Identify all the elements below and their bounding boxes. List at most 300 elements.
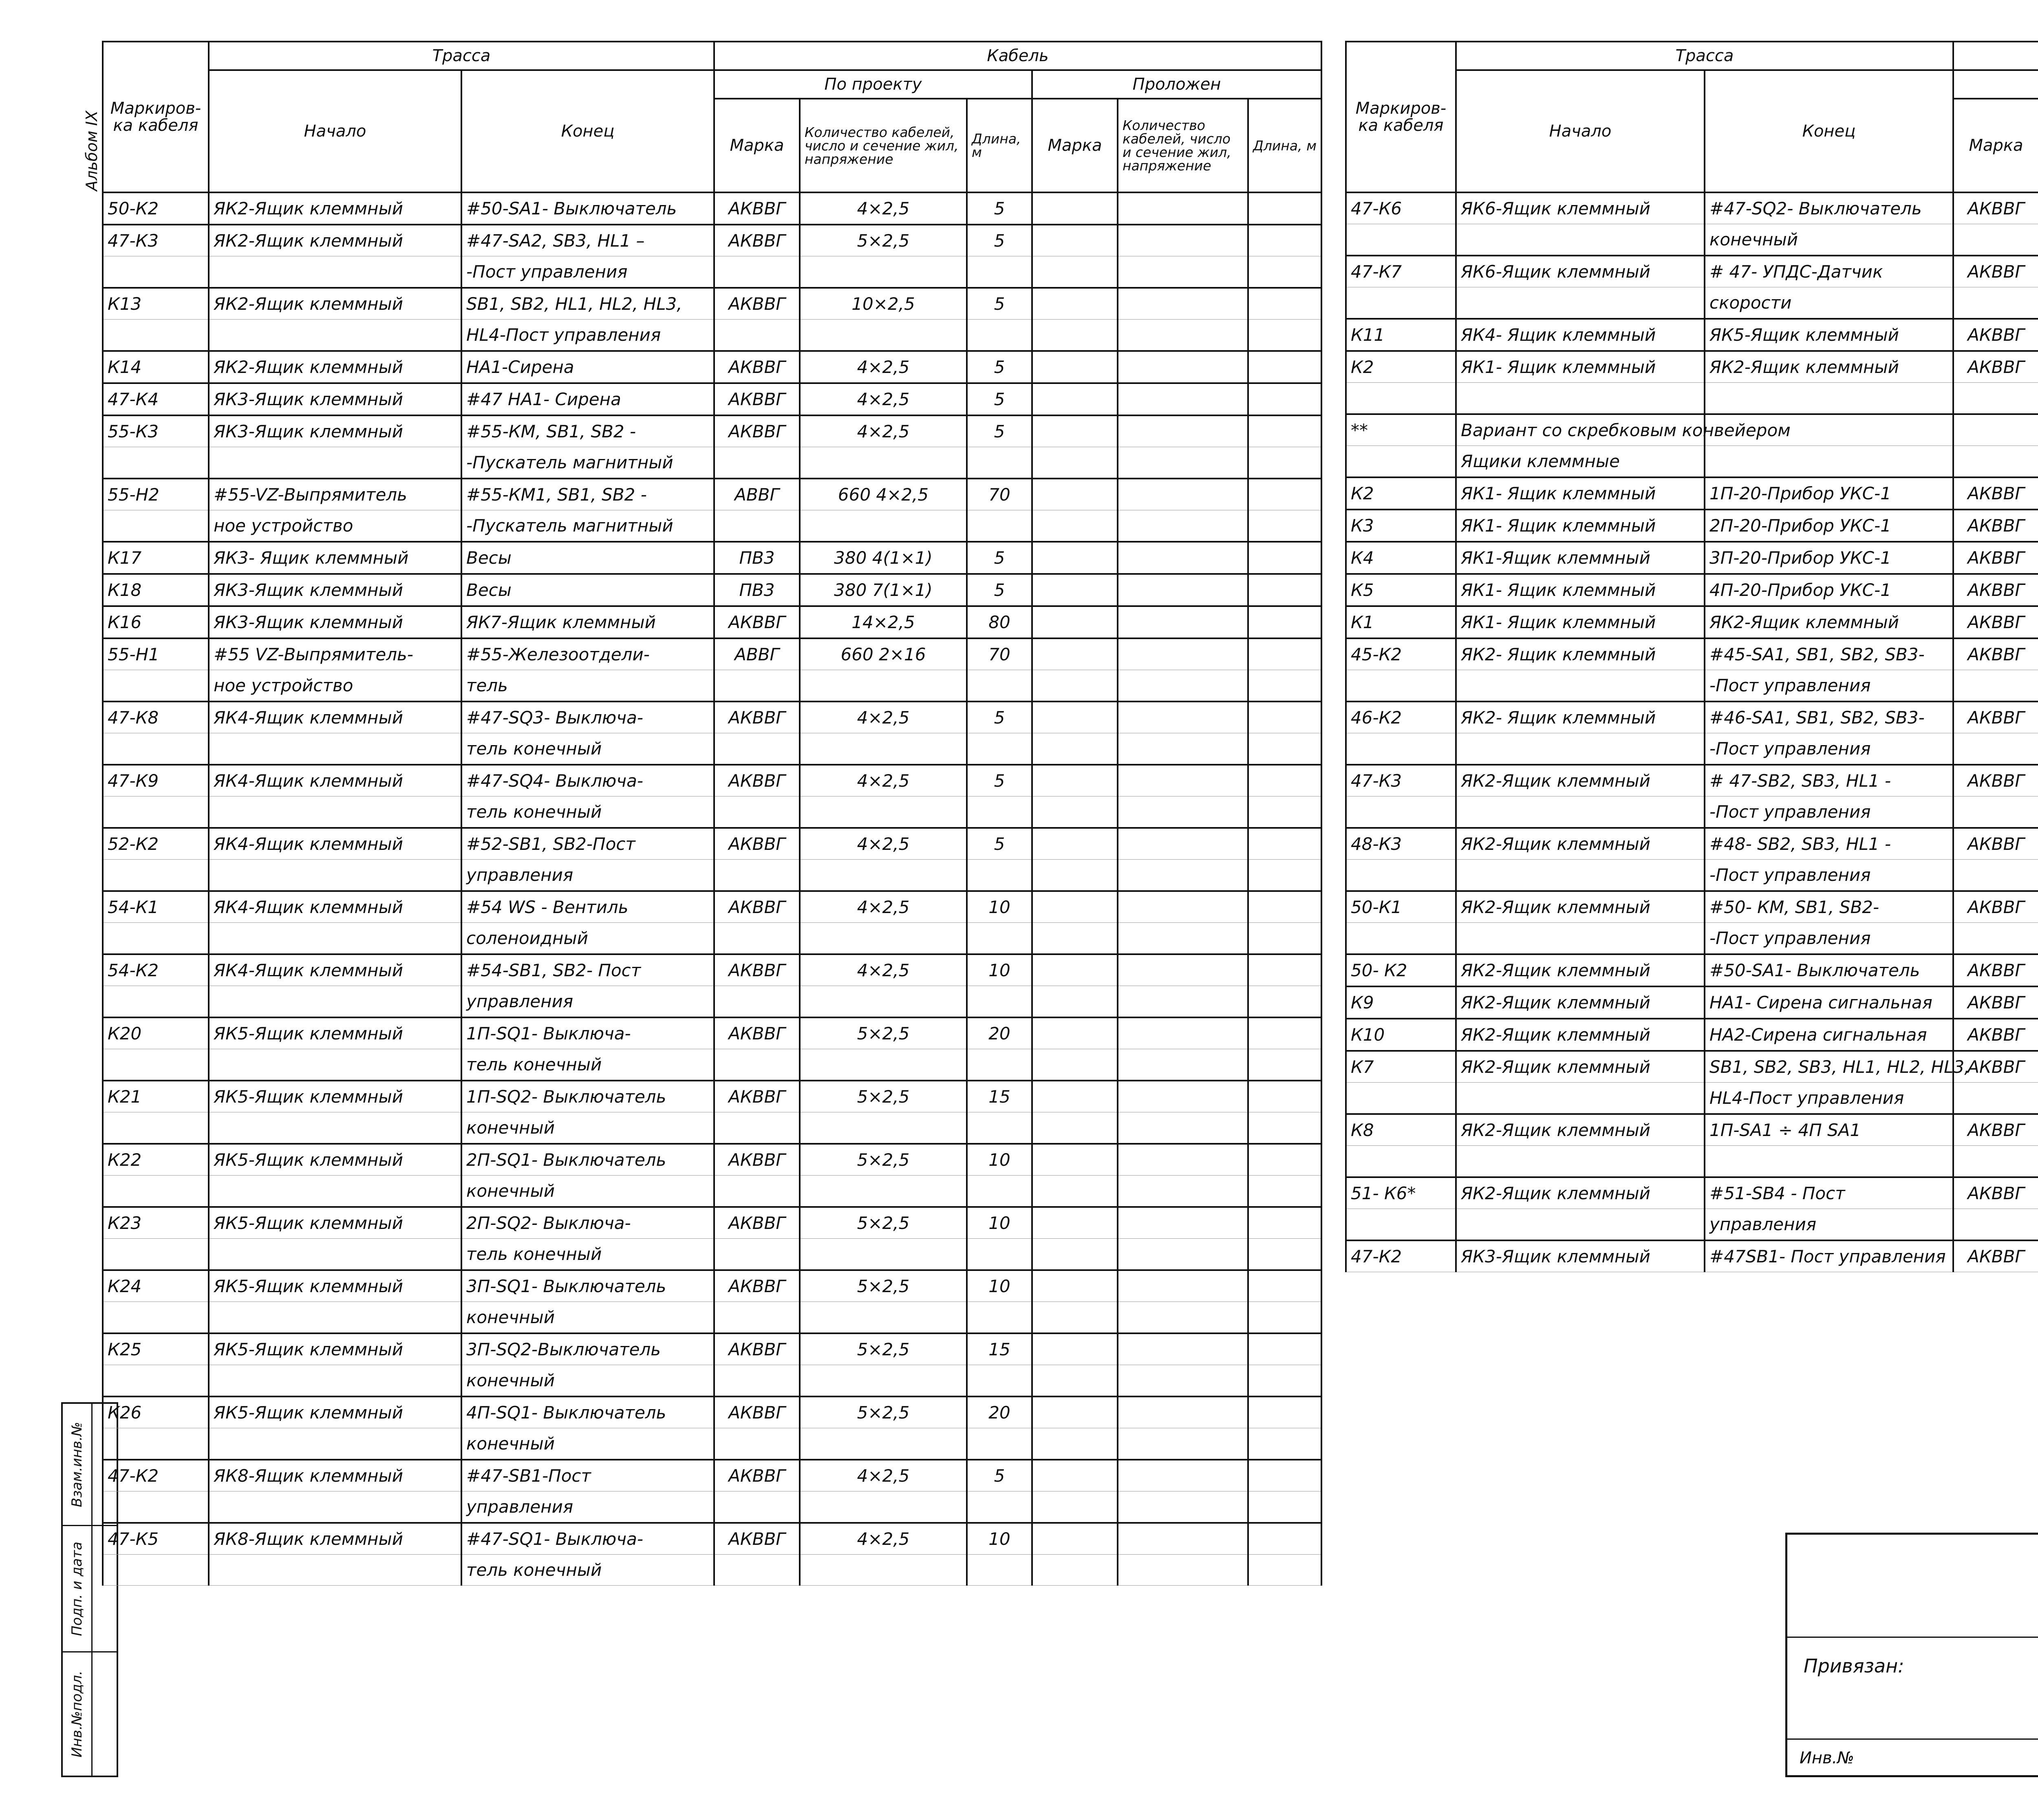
- inventory-label-replacement: Взам.инв.№: [69, 1421, 85, 1507]
- cell-laid-empty: [1248, 891, 1321, 923]
- cell-laid-empty: [1032, 320, 1118, 351]
- cell-section: [800, 923, 967, 955]
- cell-end: #47-SQ4- Выключа-: [461, 765, 714, 796]
- table-row: [103, 828, 1321, 860]
- table-row: [103, 1239, 1321, 1271]
- cell-end: 1П-SQ2- Выключатель: [461, 1081, 714, 1112]
- cell-start: [1456, 1209, 1705, 1241]
- cell-laid-empty: [1118, 986, 1248, 1018]
- cell-end: HA2-Сирена сигнальная: [1705, 1019, 1953, 1051]
- cell-marka: [1953, 446, 2038, 478]
- cell-laid-empty: [1032, 1081, 1118, 1112]
- cell-end: управления: [461, 986, 714, 1018]
- cell-length: 10: [967, 1270, 1032, 1302]
- cell-end: 1П-20-Прибор УКС-1: [1705, 477, 1953, 510]
- cell-marking: 55-Н1: [103, 638, 209, 670]
- table-row: [1346, 670, 2038, 702]
- cell-end: 1П-SQ1- Выключа-: [461, 1017, 714, 1049]
- cell-length: 5: [967, 1460, 1032, 1491]
- cell-laid-empty: [1032, 1302, 1118, 1334]
- cell-end: HL4-Пост управления: [1705, 1083, 1953, 1114]
- cell-laid-empty: [1248, 574, 1321, 606]
- cell-laid-empty: [1248, 638, 1321, 670]
- cell-marka: [714, 796, 800, 828]
- cell-marka: [714, 1176, 800, 1207]
- table-row: [103, 1017, 1321, 1049]
- table-row: [103, 1270, 1321, 1302]
- cell-laid-empty: [1248, 542, 1321, 574]
- cell-start: ЯК4-Ящик клеммный: [209, 765, 461, 796]
- cell-section: 660 2×16: [800, 638, 967, 670]
- table-row: [1346, 1240, 2038, 1272]
- cell-start: [1456, 1146, 1705, 1178]
- table-row: [103, 670, 1321, 702]
- cell-marka: АКВВГ: [714, 702, 800, 733]
- cell-section: 4×2,5: [800, 828, 967, 860]
- cell-marking: 54-К2: [103, 954, 209, 986]
- table-row: [103, 891, 1321, 923]
- cell-section: [800, 447, 967, 479]
- cell-start: [209, 256, 461, 288]
- cell-marka: [1953, 383, 2038, 415]
- cell-laid-empty: [1118, 1239, 1248, 1271]
- cell-laid-empty: [1118, 1428, 1248, 1460]
- table-row: [1346, 765, 2038, 796]
- cell-laid-empty: [1248, 986, 1321, 1018]
- cell-marking: К3: [1346, 510, 1456, 542]
- cell-end: #47-SQ1- Выключа-: [461, 1523, 714, 1555]
- cell-start: Ящики клеммные: [1456, 446, 1705, 478]
- cell-start: ЯК5-Ящик клеммный: [209, 1270, 461, 1302]
- cell-laid-empty: [1248, 320, 1321, 351]
- cell-length: [967, 320, 1032, 351]
- cell-marka: АКВВГ: [714, 954, 800, 986]
- cell-marka: АКВВГ: [1953, 638, 2038, 670]
- cell-laid-empty: [1118, 1112, 1248, 1144]
- cell-section: [800, 510, 967, 542]
- cell-length: 5: [967, 225, 1032, 256]
- cell-marking: 55-К3: [103, 415, 209, 447]
- cell-start: ЯК1- Ящик клеммный: [1456, 477, 1705, 510]
- cell-laid-empty: [1032, 1365, 1118, 1397]
- cell-laid-empty: [1032, 606, 1118, 638]
- cell-laid-empty: [1032, 1460, 1118, 1491]
- cell-start: ЯК4-Ящик клеммный: [209, 891, 461, 923]
- cell-length: 5: [967, 702, 1032, 733]
- table-row: [1346, 986, 2038, 1019]
- header-nachalo-r: Начало: [1456, 70, 1705, 192]
- cell-laid-empty: [1032, 986, 1118, 1018]
- cell-section: [800, 320, 967, 351]
- cell-marking: [103, 1239, 209, 1271]
- table-row: [103, 351, 1321, 383]
- cell-laid-empty: [1032, 828, 1118, 860]
- cell-marking: [103, 447, 209, 479]
- cell-marking: К14: [103, 351, 209, 383]
- cell-section: [800, 670, 967, 702]
- cell-laid-empty: [1248, 1523, 1321, 1555]
- cell-laid-empty: [1118, 1017, 1248, 1049]
- cell-laid-empty: [1118, 1270, 1248, 1302]
- cell-laid-empty: [1118, 1491, 1248, 1523]
- cell-laid-empty: [1032, 1428, 1118, 1460]
- cell-start: Вариант со скребковым конвейером: [1456, 414, 1705, 446]
- header-marking: Маркиров-ка кабеля: [103, 42, 209, 192]
- cell-start: ЯК2-Ящик клеммный: [209, 288, 461, 320]
- cell-section: [800, 796, 967, 828]
- cell-marking: 47-К3: [103, 225, 209, 256]
- cell-end: -Пускатель магнитный: [461, 447, 714, 479]
- cell-end: тель конечный: [461, 733, 714, 765]
- cell-section: [800, 1555, 967, 1586]
- cell-marking: 47-К9: [103, 765, 209, 796]
- cell-marka: АКВВГ: [714, 351, 800, 383]
- cell-end: -Пост управления: [1705, 733, 1953, 765]
- table-row: [103, 1081, 1321, 1112]
- table-row: [1346, 1146, 2038, 1178]
- cell-end: -Пост управления: [1705, 860, 1953, 891]
- cell-marka: [714, 256, 800, 288]
- cell-end: #48- SB2, SB3, HL1 -: [1705, 828, 1953, 860]
- cell-start: [209, 320, 461, 351]
- cell-end: управления: [1705, 1209, 1953, 1241]
- cell-laid-empty: [1118, 1176, 1248, 1207]
- cell-section: 4×2,5: [800, 192, 967, 225]
- cell-marking: 47-К3: [1346, 765, 1456, 796]
- cell-laid-empty: [1118, 1049, 1248, 1081]
- cell-marka: [714, 1428, 800, 1460]
- cell-marka: [1953, 1146, 2038, 1178]
- cell-marking: [103, 1112, 209, 1144]
- cell-end: ЯК2-Ящик клеммный: [1705, 351, 1953, 383]
- cell-end: 3П-20-Прибор УКС-1: [1705, 542, 1953, 574]
- cell-end: [1705, 446, 1953, 478]
- table-row: [1346, 923, 2038, 955]
- cell-marka: АКВВГ: [714, 415, 800, 447]
- cell-marking: [1346, 1083, 1456, 1114]
- cell-marking: 55-Н2: [103, 479, 209, 510]
- cell-marking: [103, 320, 209, 351]
- cell-section: 660 4×2,5: [800, 479, 967, 510]
- cell-length: [967, 860, 1032, 891]
- cell-section: 5×2,5: [800, 1270, 967, 1302]
- cable-journal-right-table: [1345, 41, 2038, 1272]
- cell-length: 10: [967, 1523, 1032, 1555]
- header-length: Длина, м: [967, 99, 1032, 192]
- cell-start: [209, 860, 461, 891]
- cell-marka: АКВВГ: [1953, 891, 2038, 923]
- cell-laid-empty: [1248, 1049, 1321, 1081]
- cell-marka: АКВВГ: [1953, 319, 2038, 351]
- table-row: [103, 447, 1321, 479]
- table-row: [103, 1112, 1321, 1144]
- table-row: [103, 1365, 1321, 1397]
- table-row: [1346, 351, 2038, 383]
- cell-laid-empty: [1032, 1555, 1118, 1586]
- cell-end: -Пост управления: [1705, 923, 1953, 955]
- cell-section: 4×2,5: [800, 351, 967, 383]
- cell-start: [1456, 383, 1705, 415]
- cell-start: [1456, 796, 1705, 828]
- cell-start: ное устройство: [209, 670, 461, 702]
- cell-start: ЯК4-Ящик клеммный: [209, 702, 461, 733]
- cell-section: [800, 860, 967, 891]
- cell-marka: [1953, 923, 2038, 955]
- cell-marka: [1953, 414, 2038, 446]
- cell-marking: К5: [1346, 574, 1456, 606]
- cell-section: [800, 1491, 967, 1523]
- cell-marking: К18: [103, 574, 209, 606]
- cell-laid-empty: [1118, 733, 1248, 765]
- cell-marka: [714, 1239, 800, 1271]
- album-label: [82, 98, 102, 204]
- table-row: [1346, 1177, 2038, 1209]
- cell-marking: 46-К2: [1346, 702, 1456, 733]
- cell-laid-empty: [1032, 954, 1118, 986]
- table-row: [1346, 383, 2038, 415]
- cell-length: [967, 1112, 1032, 1144]
- table-row: [103, 860, 1321, 891]
- cell-marka: [714, 670, 800, 702]
- cell-marka: [1953, 224, 2038, 256]
- cell-laid-empty: [1032, 351, 1118, 383]
- cell-marka: [1953, 796, 2038, 828]
- cell-laid-empty: [1118, 1523, 1248, 1555]
- cell-start: ЯК2-Ящик клеммный: [209, 351, 461, 383]
- cell-start: #55 VZ-Выпрямитель-: [209, 638, 461, 670]
- cell-laid-empty: [1032, 733, 1118, 765]
- cell-laid-empty: [1248, 1460, 1321, 1491]
- cell-marka: АКВВГ: [714, 1207, 800, 1239]
- cell-start: ЯК2- Ящик клеммный: [1456, 702, 1705, 733]
- cell-laid-empty: [1248, 1239, 1321, 1271]
- cell-end: #47SB1- Пост управления: [1705, 1240, 1953, 1272]
- cell-laid-empty: [1032, 1270, 1118, 1302]
- cell-marka: АКВВГ: [1953, 1240, 2038, 1272]
- cell-marka: АКВВГ: [714, 192, 800, 225]
- cell-laid-empty: [1118, 256, 1248, 288]
- cell-end: 2П-SQ1- Выключатель: [461, 1144, 714, 1176]
- cell-end: #47-SA2, SB3, HL1 –: [461, 225, 714, 256]
- cell-laid-empty: [1032, 1239, 1118, 1271]
- cell-marking: 47-К7: [1346, 256, 1456, 287]
- cell-length: 70: [967, 479, 1032, 510]
- cell-start: [209, 1239, 461, 1271]
- cell-marking: [103, 986, 209, 1018]
- cell-end: # 47- УПДС-Датчик: [1705, 256, 1953, 287]
- cell-length: [967, 256, 1032, 288]
- table-row: [1346, 510, 2038, 542]
- cell-start: ЯК6-Ящик клеммный: [1456, 192, 1705, 224]
- cell-length: 5: [967, 288, 1032, 320]
- cell-laid-empty: [1032, 1017, 1118, 1049]
- cell-section: [800, 1049, 967, 1081]
- table-row: [1346, 542, 2038, 574]
- table-row: [1346, 860, 2038, 891]
- header-count-section-laid: Количество кабелей, число и сечение жил, напряжение: [1118, 99, 1248, 192]
- cell-start: ЯК2-Ящик клеммный: [1456, 1019, 1705, 1051]
- cell-length: 5: [967, 574, 1032, 606]
- cell-section: 5×2,5: [800, 225, 967, 256]
- cell-marka: АКВВГ: [714, 1144, 800, 1176]
- cell-end: конечный: [461, 1365, 714, 1397]
- cell-marka: [1953, 1083, 2038, 1114]
- privyazan-label: Привязан:: [1804, 1655, 1904, 1677]
- cell-marka: [1953, 670, 2038, 702]
- cell-laid-empty: [1032, 1176, 1118, 1207]
- table-row: [103, 796, 1321, 828]
- cell-laid-empty: [1118, 574, 1248, 606]
- table-row: [103, 1049, 1321, 1081]
- table-row: [103, 733, 1321, 765]
- table-row: [103, 1302, 1321, 1334]
- cell-length: 10: [967, 954, 1032, 986]
- table-row: [103, 954, 1321, 986]
- cell-laid-empty: [1032, 670, 1118, 702]
- cell-end: тель конечный: [461, 1555, 714, 1586]
- cell-laid-empty: [1248, 1365, 1321, 1397]
- cell-end: #47-SQ2- Выключатель: [1705, 192, 1953, 224]
- cell-marka: [714, 733, 800, 765]
- cell-laid-empty: [1118, 670, 1248, 702]
- cell-start: [209, 1365, 461, 1397]
- cell-marka: АКВВГ: [1953, 477, 2038, 510]
- cell-laid-empty: [1118, 542, 1248, 574]
- cell-length: 20: [967, 1017, 1032, 1049]
- cell-laid-empty: [1118, 1396, 1248, 1428]
- cell-start: [209, 986, 461, 1018]
- cell-end: #50-SA1- Выключатель: [1705, 954, 1953, 986]
- cell-section: 4×2,5: [800, 1523, 967, 1555]
- header-count-section: Количество кабелей, число и сечение жил, напряжение: [800, 99, 967, 192]
- cell-marking: 51- К6*: [1346, 1177, 1456, 1209]
- cell-marking: 47-К8: [103, 702, 209, 733]
- table-row: [1346, 954, 2038, 986]
- cell-laid-empty: [1248, 765, 1321, 796]
- cell-end: тель: [461, 670, 714, 702]
- header-prolozhen: Проложен: [1032, 70, 1321, 99]
- cell-start: ЯК1- Ящик клеммный: [1456, 351, 1705, 383]
- cell-marka: АКВВГ: [714, 1017, 800, 1049]
- cell-marka: [714, 986, 800, 1018]
- cell-marking: 50-К1: [1346, 891, 1456, 923]
- cell-end: скорости: [1705, 287, 1953, 319]
- table-row: [1346, 256, 2038, 287]
- cell-marking: 48-К3: [1346, 828, 1456, 860]
- cell-start: [209, 1555, 461, 1586]
- cell-start: [209, 447, 461, 479]
- table-row: [1346, 477, 2038, 510]
- cable-journal-left-table: [102, 41, 1322, 1586]
- cell-start: [209, 1491, 461, 1523]
- cell-start: [1456, 670, 1705, 702]
- cell-end: #55-КМ, SB1, SB2 -: [461, 415, 714, 447]
- header-marka-laid: Марка: [1032, 99, 1118, 192]
- table-row: [1346, 574, 2038, 606]
- cell-marking: К24: [103, 1270, 209, 1302]
- cell-section: 4×2,5: [800, 1460, 967, 1491]
- cell-start: ЯК2-Ящик клеммный: [1456, 1114, 1705, 1146]
- cell-section: [800, 1302, 967, 1334]
- cell-start: ЯК2-Ящик клеммный: [1456, 986, 1705, 1019]
- cell-start: [209, 1176, 461, 1207]
- cell-end: SB1, SB2, SB3, HL1, HL2, HL3,: [1705, 1051, 1953, 1083]
- cell-end: 3П-SQ1- Выключатель: [461, 1270, 714, 1302]
- cell-start: ЯК5-Ящик клеммный: [209, 1207, 461, 1239]
- cell-start: ЯК5-Ящик клеммный: [209, 1081, 461, 1112]
- cell-section: 5×2,5: [800, 1396, 967, 1428]
- cell-end: тель конечный: [461, 796, 714, 828]
- cell-marka: [714, 1302, 800, 1334]
- cell-start: ЯК3- Ящик клеммный: [209, 542, 461, 574]
- table-row: [1346, 638, 2038, 670]
- cell-marking: [103, 1555, 209, 1586]
- cell-laid-empty: [1248, 351, 1321, 383]
- cell-end: тель конечный: [461, 1049, 714, 1081]
- cell-end: #47-SQ3- Выключа-: [461, 702, 714, 733]
- cell-laid-empty: [1032, 1207, 1118, 1239]
- cell-start: ЯК2-Ящик клеммный: [209, 225, 461, 256]
- header-marking-r: Маркиров-ка кабеля: [1346, 42, 1456, 192]
- cell-laid-empty: [1118, 1081, 1248, 1112]
- cell-length: 10: [967, 1144, 1032, 1176]
- cell-marking: [1346, 860, 1456, 891]
- cell-laid-empty: [1032, 574, 1118, 606]
- cell-laid-empty: [1032, 383, 1118, 415]
- cell-marka: АВВГ: [714, 638, 800, 670]
- cell-marka: [1953, 860, 2038, 891]
- cell-marka: АКВВГ: [1953, 1177, 2038, 1209]
- cell-section: 380 7(1×1): [800, 574, 967, 606]
- cell-end: Весы: [461, 574, 714, 606]
- table-row: [1346, 192, 2038, 224]
- header-trassa-r: Трасса: [1456, 42, 1953, 70]
- table-row: [103, 1491, 1321, 1523]
- table-row: [1346, 414, 2038, 446]
- album-label-text: Альбом IX: [83, 110, 101, 191]
- cell-marking: 47-К2: [1346, 1240, 1456, 1272]
- cell-laid-empty: [1118, 447, 1248, 479]
- cell-marking: [103, 1302, 209, 1334]
- cell-marking: К1: [1346, 606, 1456, 638]
- cell-marking: К11: [1346, 319, 1456, 351]
- header-po-proektu-r: [1953, 70, 2038, 99]
- table-row: [103, 986, 1321, 1018]
- table-row: [103, 574, 1321, 606]
- cell-marking: [103, 1176, 209, 1207]
- table-row: [103, 288, 1321, 320]
- cell-laid-empty: [1248, 1491, 1321, 1523]
- header-kabel-r: [1953, 42, 2038, 70]
- cell-laid-empty: [1118, 1144, 1248, 1176]
- cell-start: ЯК5-Ящик клеммный: [209, 1144, 461, 1176]
- cell-laid-empty: [1118, 765, 1248, 796]
- cell-section: [800, 1365, 967, 1397]
- cell-marking: К9: [1346, 986, 1456, 1019]
- cell-length: [967, 1239, 1032, 1271]
- cell-laid-empty: [1118, 1333, 1248, 1365]
- cell-start: ЯК2- Ящик клеммный: [1456, 638, 1705, 670]
- cell-marking: [1346, 287, 1456, 319]
- cell-length: [967, 1365, 1032, 1397]
- cell-laid-empty: [1032, 415, 1118, 447]
- table-row: [103, 606, 1321, 638]
- cell-laid-empty: [1032, 1049, 1118, 1081]
- cell-laid-empty: [1032, 256, 1118, 288]
- table-row: [103, 320, 1321, 351]
- title-block: [1785, 1533, 2038, 1777]
- cell-marking: [103, 1428, 209, 1460]
